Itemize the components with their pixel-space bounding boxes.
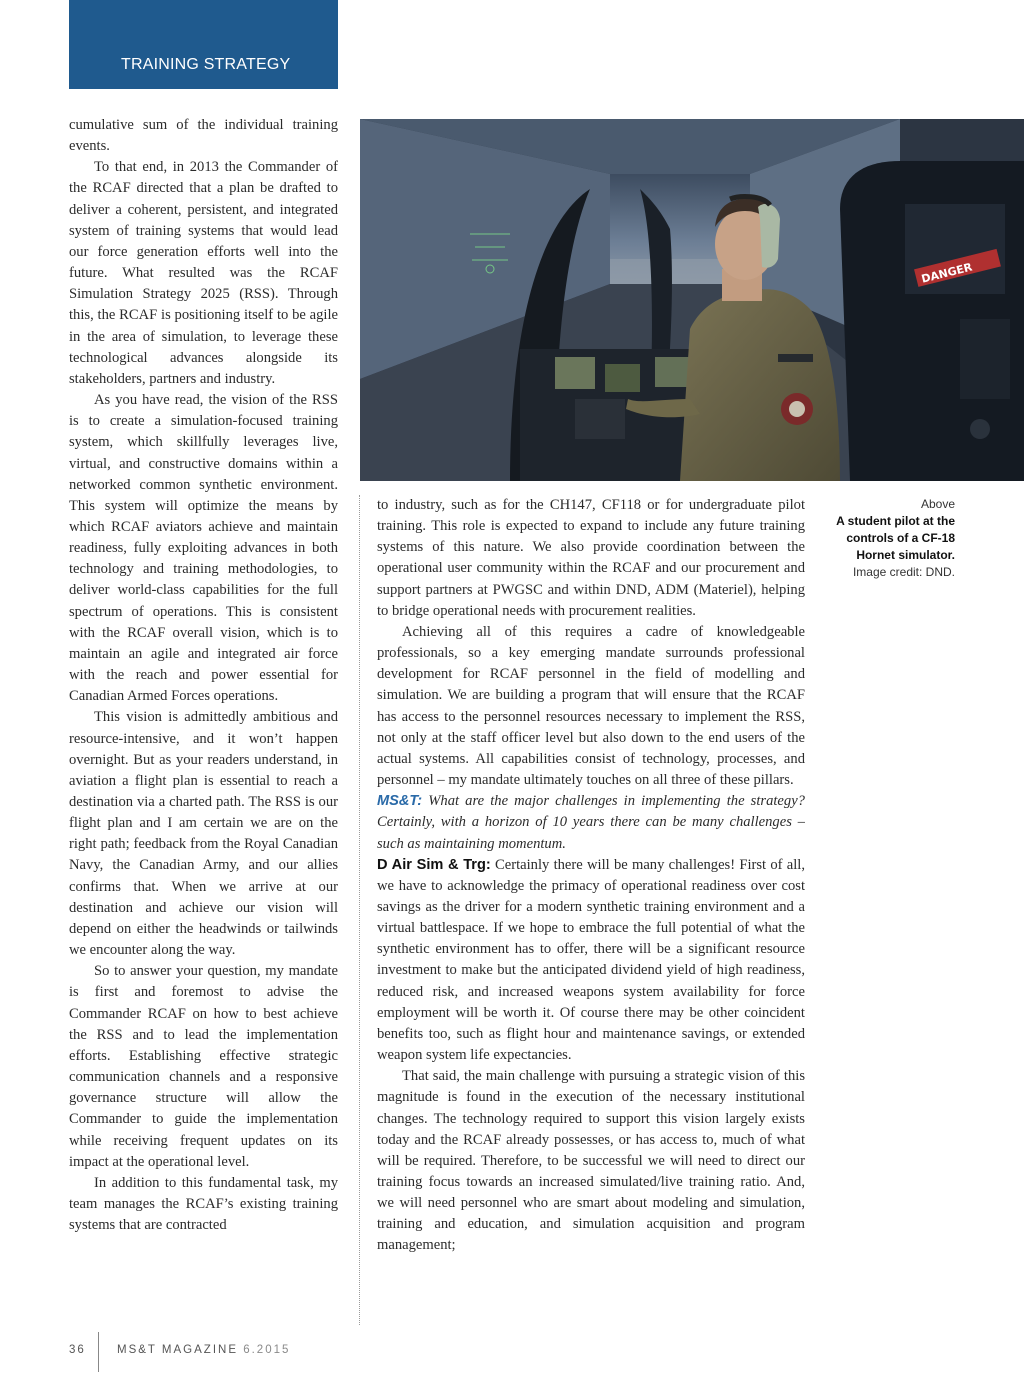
page-number: 36 xyxy=(69,1344,86,1356)
paragraph: cumulative sum of the individual training events. xyxy=(69,117,338,155)
issue-date: 6.2015 xyxy=(243,1344,291,1356)
middle-text-column xyxy=(377,495,805,1327)
danger-label: DANGER xyxy=(920,260,974,286)
paragraph: Achieving all of this requires a cadre of knowledgeable professionals, so a key emerging mandate surrounds professional development for RCAF personnel in the field of modelling and simulation. We are building a program that will ensure that the RCAF has access to the personnel resources necessary to implement the RSS, not only at the staff officer level but also down to the end users of the actual systems. All capabilities consist of technology, processes, and personnel – my mandate ultimately touches on all three of these pillars. xyxy=(377,623,805,789)
magazine-name xyxy=(117,1344,290,1356)
caption-line: controls of a CF-18 xyxy=(846,531,955,545)
paragraph: In addition to this fundamental task, my team manages the RCAF’s existing training systems that are contracted xyxy=(69,1174,338,1234)
simulator-photo xyxy=(360,119,1024,481)
caption-line: Hornet simulator. xyxy=(856,548,955,562)
caption-credit: Image credit: DND. xyxy=(852,565,955,579)
question-text: What are the major challenges in implementing the strategy? Certainly, with a horizon of 10 years there can be many challenges – such as maintaining momentum. xyxy=(377,793,805,852)
paragraph: That said, the main challenge with pursuing a strategic vision of this magnitude is found in the execution of the necessary institutional changes. The technology required to support this vision largely exists today and the RCAF already possesses, or has access to, much of what will be required. Therefore, to be successful we will need to direct our training focus towards an increased simulated/live training ratio. And, we will need personnel who are smart about modeling and simulation, training and education, and simulation acquisition and program management; xyxy=(377,1068,805,1254)
answer-label: D Air Sim & Trg: xyxy=(377,856,491,873)
interview-answer xyxy=(377,855,805,1067)
simulator-photo-illustration xyxy=(360,119,1024,481)
caption-position: Above xyxy=(920,497,955,511)
left-text-column xyxy=(69,115,338,1327)
answer-text: Certainly there will be many challenges! First of all, we have to acknowledge the primacy of operational readiness over cost savings as the driver for a modern synthetic training environment and a virtual battlespace. If we hope to embrace the full potential of what the synthetic environment has to offer, there will be a significant resource investment to make but the anticipated dividend yield of high readiness, reduced risk, and increased weapons system availability for force employment will be worth it. Of course there may be other coincident benefits too, such as flight hour and maintenance savings, or extended weapon system life expectancies. xyxy=(377,856,805,1064)
section-header-tab xyxy=(69,0,338,89)
paragraph: As you have read, the vision of the RSS is to create a simulation-focused training system, which skillfully leverages live, virtual, and constructive domains within a networked common synthetic environment. This system will optimize the means by which RCAF aviators achieve and maintain readiness, fully exploiting advances in both technology and training methodologies, to deliver world-class capabilities for the full spectrum of operations. This is consistent with the RCAF overall vision, which is to maintain an agile and integrated air force with the reach and power essential for Canadian Armed Forces operations. xyxy=(69,392,338,705)
magazine-title: MS&T MAGAZINE xyxy=(117,1344,238,1356)
paragraph: to industry, such as for the CH147, CF118 or for undergraduate pilot training. This role is expected to expand to include any future training systems of this nature. We also provide coordination between the operational user community within the RCAF and our procurement and support partners at PWGSC and within DND, ADM (Materiel), helping to bridge operational needs with procurement realities. xyxy=(377,497,805,619)
paragraph: So to answer your question, my mandate is first and foremost to advise the Commander RCAF on how to best achieve the RSS and to lead the implementation efforts. Establishing effective strategic communication channels and a responsive governance structure will allow the Commander to guide the implementation while receiving frequent updates on its impact at the operational level. xyxy=(69,963,338,1170)
page-footer xyxy=(69,1344,469,1368)
paragraph: This vision is admittedly ambitious and resource-intensive, and it won’t happen overnight. But as your readers understand, in aviation a flight plan is essential to reach a destination via a charted path. The RSS is our flight plan and I am certain we are on the right path; feedback from the Royal Canadian Navy, the Canadian Army, and our allies confirms that. When we arrive at our destination and achieve our vision will depend on either the headwinds or tailwinds we encounter along the way. xyxy=(69,709,338,959)
paragraph: To that end, in 2013 the Commander of the RCAF directed that a plan be drafted to deliver a coherent, persistent, and integrated system of training systems that would lead our force generation efforts well into the future. What resulted was the RCAF Simulation Strategy 2025 (RSS). Through this, the RCAF is positioning itself to be agile in the area of simulation, to leverage these technological advances alongside its stakeholders, partners and industry. xyxy=(69,159,338,387)
photo-caption xyxy=(830,496,955,581)
footer-divider xyxy=(98,1332,99,1372)
interview-question xyxy=(377,791,805,854)
column-divider xyxy=(359,495,360,1325)
section-title: TRAINING STRATEGY xyxy=(121,56,291,73)
caption-line: A student pilot at the xyxy=(836,514,955,528)
question-label: MS&T: xyxy=(377,793,423,810)
